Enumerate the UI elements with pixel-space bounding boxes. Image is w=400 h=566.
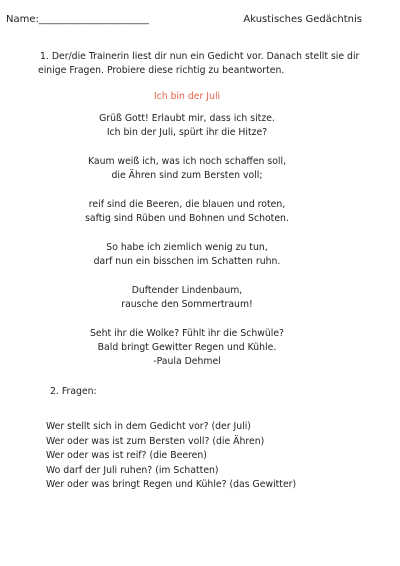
poem-line: saftig sind Rüben und Bohnen und Schoten. [85,213,289,224]
poem-line: Bald bringt Gewitter Regen und Kühle. [97,342,277,353]
instruction-line-1: Der/die Trainerin liest dir nun ein Gedicht vor. Danach stellt sie dir [51,51,360,62]
header [6,13,362,26]
poem-line: So habe ich ziemlich wenig zu tun, [106,242,268,253]
question-item: Wer stellt sich in dem Gedicht vor? (der Juli) [46,421,251,432]
instruction [40,50,380,78]
poem-stanza [0,155,374,183]
poem-line: Ich bin der Juli, spürt ihr die Hitze? [106,127,268,138]
poem-stanza [0,284,374,312]
poem-stanza [0,112,374,140]
poem-line: Grüß Gott! Erlaubt mir, dass ich sitze. [99,113,275,124]
poem-line: die Ähren sind zum Bersten voll; [111,170,263,181]
poem-author: -Paula Dehmel [153,356,221,367]
questions-heading: 2. Fragen: [50,386,97,397]
poem [0,112,374,384]
instruction-line-2: einige Fragen. Probiere diese richtig zu beantworten. [38,65,285,76]
poem-stanza [0,198,374,226]
instruction-number: 1. [40,51,49,62]
poem-line: Seht ihr die Wolke? Fühlt ihr die Schwüle? [90,328,284,339]
worksheet-title: Akustisches Gedächtnis [243,14,362,25]
question-list [46,420,386,493]
question-item: Wer oder was bringt Regen und Kühle? (das Gewitter) [46,479,297,490]
poem-line: rausche den Sommertraum! [121,299,253,310]
poem-line: reif sind die Beeren, die blauen und roten, [88,199,286,210]
poem-title: Ich bin der Juli [153,91,221,102]
poem-stanza [0,327,374,369]
poem-stanza [0,241,374,269]
question-item: Wo darf der Juli ruhen? (im Schatten) [46,464,219,476]
poem-line: darf nun ein bisschen im Schatten ruhn. [93,256,281,267]
name-field-label: Name:______________________ [6,14,149,25]
poem-line: Duftender Lindenbaum, [131,285,243,296]
question-item: Wer oder was ist reif? (die Beeren) [46,450,207,461]
question-item: Wer oder was ist zum Bersten voll? (die Ähren) [46,435,265,447]
poem-line: Kaum weiß ich, was ich noch schaffen soll, [87,156,287,167]
